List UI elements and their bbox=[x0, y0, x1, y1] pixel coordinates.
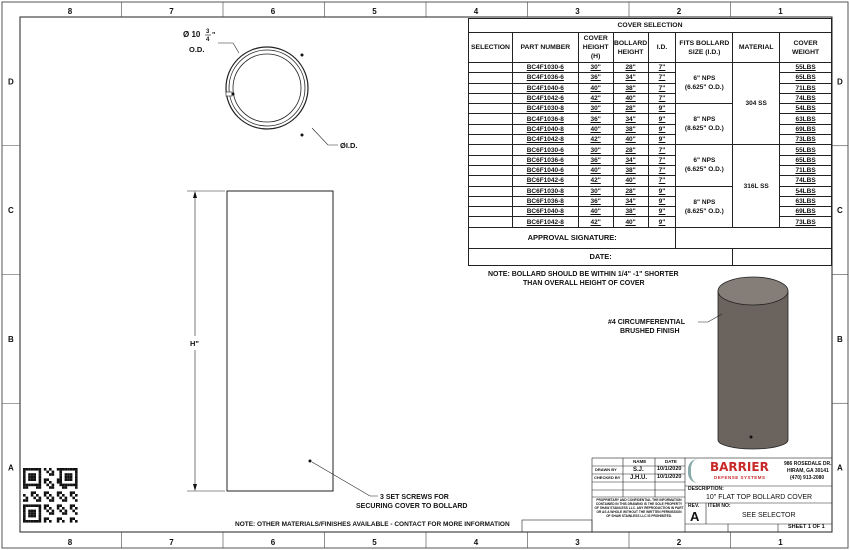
front-view bbox=[187, 191, 468, 510]
cover-weight: 73LBS bbox=[780, 135, 832, 145]
zone-column-label: 2 bbox=[676, 7, 682, 16]
cover-weight: 55LBS bbox=[780, 145, 832, 155]
date-field[interactable] bbox=[733, 248, 832, 265]
fits-line: 8" NPS bbox=[693, 198, 716, 206]
zone-row-label: C bbox=[8, 206, 14, 216]
cover-weight: 54LBS bbox=[780, 104, 832, 114]
inner-diameter: 9" bbox=[648, 217, 676, 227]
column-header: I.D. bbox=[648, 33, 676, 63]
part-number: BC6F1042-8 bbox=[512, 217, 578, 227]
selection-cell[interactable] bbox=[469, 196, 513, 206]
bollard-height: 38" bbox=[613, 165, 648, 175]
cover-weight: 74LBS bbox=[780, 176, 832, 186]
material: 304 SS bbox=[733, 63, 780, 145]
fits-line: (6.625" O.D.) bbox=[684, 84, 724, 92]
cover-weight: 69LBS bbox=[780, 207, 832, 217]
bollard-height: 40" bbox=[613, 176, 648, 186]
fits-line: 8" NPS bbox=[693, 116, 716, 124]
fits-bollard-size bbox=[676, 186, 733, 227]
rev: A bbox=[690, 509, 700, 524]
cover-weight: 54LBS bbox=[780, 186, 832, 196]
column-header: BOLLARD HEIGHT bbox=[613, 33, 648, 63]
bollard-height: 28" bbox=[613, 186, 648, 196]
cover-weight: 65LBS bbox=[780, 155, 832, 165]
selection-cell[interactable] bbox=[469, 145, 513, 155]
inner-diameter: 9" bbox=[648, 196, 676, 206]
od-dimension: Ø 10 bbox=[183, 30, 201, 39]
column-header: COVER HEIGHT (H) bbox=[578, 33, 613, 63]
inner-diameter: 7" bbox=[648, 83, 676, 93]
zone-column-label: 2 bbox=[676, 538, 682, 547]
approval-signature-field[interactable] bbox=[676, 227, 832, 248]
cover-selection-table bbox=[468, 18, 832, 266]
phone: (470) 913-2080 bbox=[790, 475, 825, 481]
zone-row-label: B bbox=[8, 334, 14, 344]
selection-cell[interactable] bbox=[469, 186, 513, 196]
selection-cell[interactable] bbox=[469, 83, 513, 93]
column-header: PART NUMBER bbox=[512, 33, 578, 63]
cover-weight: 55LBS bbox=[780, 63, 832, 73]
cover-height: 30" bbox=[578, 186, 613, 196]
part-number: BC6F1036-6 bbox=[512, 155, 578, 165]
selection-cell[interactable] bbox=[469, 207, 513, 217]
inner-diameter: 9" bbox=[648, 207, 676, 217]
item-label: ITEM NO: bbox=[708, 503, 731, 509]
part-number: BC4F1036-8 bbox=[512, 114, 578, 124]
fits-bollard-size bbox=[676, 104, 733, 145]
date-label: DATE: bbox=[469, 248, 733, 265]
bollard-height: 38" bbox=[613, 83, 648, 93]
inner-diameter: 9" bbox=[648, 104, 676, 114]
company-logo-sub: DEFENSE SYSTEMS bbox=[714, 475, 766, 480]
part-number: BC6F1036-8 bbox=[512, 196, 578, 206]
zone-row-label: A bbox=[837, 463, 843, 473]
cover-height: 40" bbox=[578, 124, 613, 134]
description-label: DESCRIPTION: bbox=[688, 486, 724, 492]
inner-diameter: 7" bbox=[648, 176, 676, 186]
cover-height: 40" bbox=[578, 165, 613, 175]
bollard-height: 38" bbox=[613, 124, 648, 134]
part-number: BC4F1036-6 bbox=[512, 73, 578, 83]
cover-height: 42" bbox=[578, 93, 613, 103]
zone-column-label: 6 bbox=[270, 538, 276, 547]
cover-weight: 63LBS bbox=[780, 114, 832, 124]
id-label: ØI.D. bbox=[340, 141, 358, 150]
set-screws-note-2: SECURING COVER TO BOLLARD bbox=[356, 503, 468, 510]
part-number: BC4F1030-6 bbox=[512, 63, 578, 73]
part-number: BC4F1040-8 bbox=[512, 124, 578, 134]
od-unit: " bbox=[212, 32, 216, 39]
company-logo: BARRIER bbox=[710, 461, 769, 473]
part-number: BC4F1042-8 bbox=[512, 135, 578, 145]
selection-cell[interactable] bbox=[469, 73, 513, 83]
bollard-height: 40" bbox=[613, 135, 648, 145]
cover-height: 30" bbox=[578, 63, 613, 73]
approval-signature-label: APPROVAL SIGNATURE: bbox=[469, 227, 676, 248]
cover-height: 30" bbox=[578, 104, 613, 114]
inner-diameter: 9" bbox=[648, 186, 676, 196]
inner-diameter: 7" bbox=[648, 145, 676, 155]
zone-column-label: 4 bbox=[473, 538, 479, 547]
cover-height: 42" bbox=[578, 176, 613, 186]
fits-line: (8.625" O.D.) bbox=[684, 125, 724, 133]
part-number: BC6F1042-6 bbox=[512, 176, 578, 186]
selection-cell[interactable] bbox=[469, 165, 513, 175]
zone-column-label: 4 bbox=[473, 7, 479, 16]
part-number: BC4F1030-8 bbox=[512, 104, 578, 114]
inner-diameter: 7" bbox=[648, 73, 676, 83]
bollard-height: 34" bbox=[613, 196, 648, 206]
company-logo-mark bbox=[688, 459, 711, 483]
cover-weight: 63LBS bbox=[780, 196, 832, 206]
checked-date: 10/1/2020 bbox=[657, 474, 682, 480]
table-title: COVER SELECTION bbox=[469, 19, 832, 33]
bollard-note-2: THAN OVERALL HEIGHT OF COVER bbox=[523, 280, 645, 287]
fits-line: 6" NPS bbox=[693, 75, 716, 83]
sheet-number: SHEET 1 OF 1 bbox=[788, 524, 825, 530]
zone-column-label: 7 bbox=[169, 538, 174, 547]
inner-diameter: 9" bbox=[648, 124, 676, 134]
selection-cell[interactable] bbox=[469, 114, 513, 124]
cover-weight: 74LBS bbox=[780, 93, 832, 103]
zone-row-label: C bbox=[837, 206, 843, 216]
selection-cell[interactable] bbox=[469, 63, 513, 73]
date-header: DATE bbox=[665, 459, 677, 464]
checked-by: J.H.U. bbox=[630, 475, 648, 481]
checked-by-label: CHECKED BY bbox=[594, 475, 621, 480]
cover-height: 40" bbox=[578, 207, 613, 217]
fits-bollard-size bbox=[676, 63, 733, 104]
cover-height: 40" bbox=[578, 83, 613, 93]
inner-diameter: 7" bbox=[648, 63, 676, 73]
bollard-height: 40" bbox=[613, 217, 648, 227]
selection-cell[interactable] bbox=[469, 217, 513, 227]
column-header: FITS BOLLARD SIZE (I.D.) bbox=[676, 33, 733, 63]
selection-cell[interactable] bbox=[469, 155, 513, 165]
zone-row-label: B bbox=[837, 334, 843, 344]
selection-cell[interactable] bbox=[469, 176, 513, 186]
finish-note-2: BRUSHED FINISH bbox=[620, 328, 680, 335]
zone-column-label: 8 bbox=[67, 538, 73, 547]
bollard-height: 40" bbox=[613, 93, 648, 103]
bollard-note: NOTE: BOLLARD SHOULD BE WITHIN 1/4" -1" SHORTER bbox=[488, 271, 679, 278]
zone-column-label: 5 bbox=[372, 538, 377, 547]
inner-diameter: 7" bbox=[648, 155, 676, 165]
cover-weight: 69LBS bbox=[780, 124, 832, 134]
zone-column-label: 3 bbox=[575, 538, 580, 547]
bollard-height: 28" bbox=[613, 145, 648, 155]
column-header: COVER WEIGHT bbox=[780, 33, 832, 63]
address-line-1: 986 ROSEDALE DR. bbox=[784, 461, 832, 467]
zone-column-label: 3 bbox=[575, 7, 580, 16]
zone-column-label: 5 bbox=[372, 7, 377, 16]
inner-diameter: 7" bbox=[648, 93, 676, 103]
bollard-height: 34" bbox=[613, 73, 648, 83]
zone-row-label: D bbox=[8, 77, 14, 87]
finish-note: #4 CIRCUMFERENTIAL bbox=[608, 319, 686, 326]
column-header: MATERIAL bbox=[733, 33, 780, 63]
bollard-height: 28" bbox=[613, 63, 648, 73]
proprietary-notice: PROPRIETARY AND CONFIDENTIAL THE INFORMATION CONTAINED IN THIS DRAWING IS THE SOLE PROPERTY OF SHAW STAINLESS LLC. ANY REPRODUCTION IN PART OR AS A WHOLE WITHOUT THE WRITTEN PERMISSION OF SHAW STAINLESS LLC IS PROHIBITED. bbox=[594, 498, 684, 518]
fits-line: (6.625" O.D.) bbox=[684, 166, 724, 174]
od-fraction-numerator: 3 bbox=[206, 29, 210, 35]
top-view bbox=[183, 29, 358, 150]
cover-weight: 73LBS bbox=[780, 217, 832, 227]
cover-height: 36" bbox=[578, 114, 613, 124]
drawn-by-label: DRAWN BY bbox=[595, 467, 617, 472]
name-header: NAME bbox=[633, 459, 647, 464]
table-row bbox=[469, 63, 832, 73]
selection-cell[interactable] bbox=[469, 135, 513, 145]
set-screws-note: 3 SET SCREWS FOR bbox=[380, 494, 449, 501]
qr-code bbox=[23, 468, 78, 523]
part-number: BC6F1030-6 bbox=[512, 145, 578, 155]
cover-height: 30" bbox=[578, 145, 613, 155]
isometric-view bbox=[608, 277, 788, 449]
bollard-height: 34" bbox=[613, 155, 648, 165]
height-dimension-label: H" bbox=[190, 339, 199, 348]
part-number: BC6F1030-8 bbox=[512, 186, 578, 196]
cover-weight: 71LBS bbox=[780, 165, 832, 175]
zone-column-label: 7 bbox=[169, 7, 174, 16]
cover-height: 42" bbox=[578, 135, 613, 145]
zone-column-label: 6 bbox=[270, 7, 276, 16]
material: 316L SS bbox=[733, 145, 780, 227]
cover-height: 36" bbox=[578, 155, 613, 165]
materials-note: NOTE: OTHER MATERIALS/FINISHES AVAILABLE - CONTACT FOR MORE INFORMATION bbox=[235, 521, 510, 528]
cover-height: 42" bbox=[578, 217, 613, 227]
bollard-height: 28" bbox=[613, 104, 648, 114]
fits-bollard-size bbox=[676, 145, 733, 186]
rev-label: REV. bbox=[688, 503, 700, 509]
part-number: BC4F1042-6 bbox=[512, 93, 578, 103]
part-number: BC6F1040-6 bbox=[512, 165, 578, 175]
part-number: BC6F1040-8 bbox=[512, 207, 578, 217]
item-number: SEE SELECTOR bbox=[742, 512, 796, 519]
bollard-height: 38" bbox=[613, 207, 648, 217]
fits-line: (8.625" O.D.) bbox=[684, 207, 724, 215]
zone-row-label: A bbox=[8, 463, 14, 473]
cover-weight: 71LBS bbox=[780, 83, 832, 93]
drawn-by: S.J. bbox=[633, 467, 644, 473]
od-label: O.D. bbox=[189, 45, 205, 54]
selection-cell[interactable] bbox=[469, 93, 513, 103]
part-number: BC4F1040-6 bbox=[512, 83, 578, 93]
fits-line: 6" NPS bbox=[693, 157, 716, 165]
zone-column-label: 1 bbox=[778, 7, 783, 16]
column-header: SELECTION bbox=[469, 33, 513, 63]
table-row bbox=[469, 145, 832, 155]
bollard-height: 34" bbox=[613, 114, 648, 124]
od-fraction-denominator: 4 bbox=[206, 37, 210, 43]
description: 10" FLAT TOP BOLLARD COVER bbox=[706, 494, 813, 501]
zone-column-label: 1 bbox=[778, 538, 783, 547]
selection-cell[interactable] bbox=[469, 104, 513, 114]
drawn-date: 10/1/2020 bbox=[657, 466, 682, 472]
inner-diameter: 9" bbox=[648, 135, 676, 145]
cover-weight: 65LBS bbox=[780, 73, 832, 83]
cover-height: 36" bbox=[578, 73, 613, 83]
selection-cell[interactable] bbox=[469, 124, 513, 134]
cover-height: 36" bbox=[578, 196, 613, 206]
zone-row-label: D bbox=[837, 77, 843, 87]
inner-diameter: 9" bbox=[648, 114, 676, 124]
inner-diameter: 7" bbox=[648, 165, 676, 175]
zone-column-label: 8 bbox=[67, 7, 73, 16]
address-line-2: HIRAM, GA 30141 bbox=[787, 468, 829, 474]
